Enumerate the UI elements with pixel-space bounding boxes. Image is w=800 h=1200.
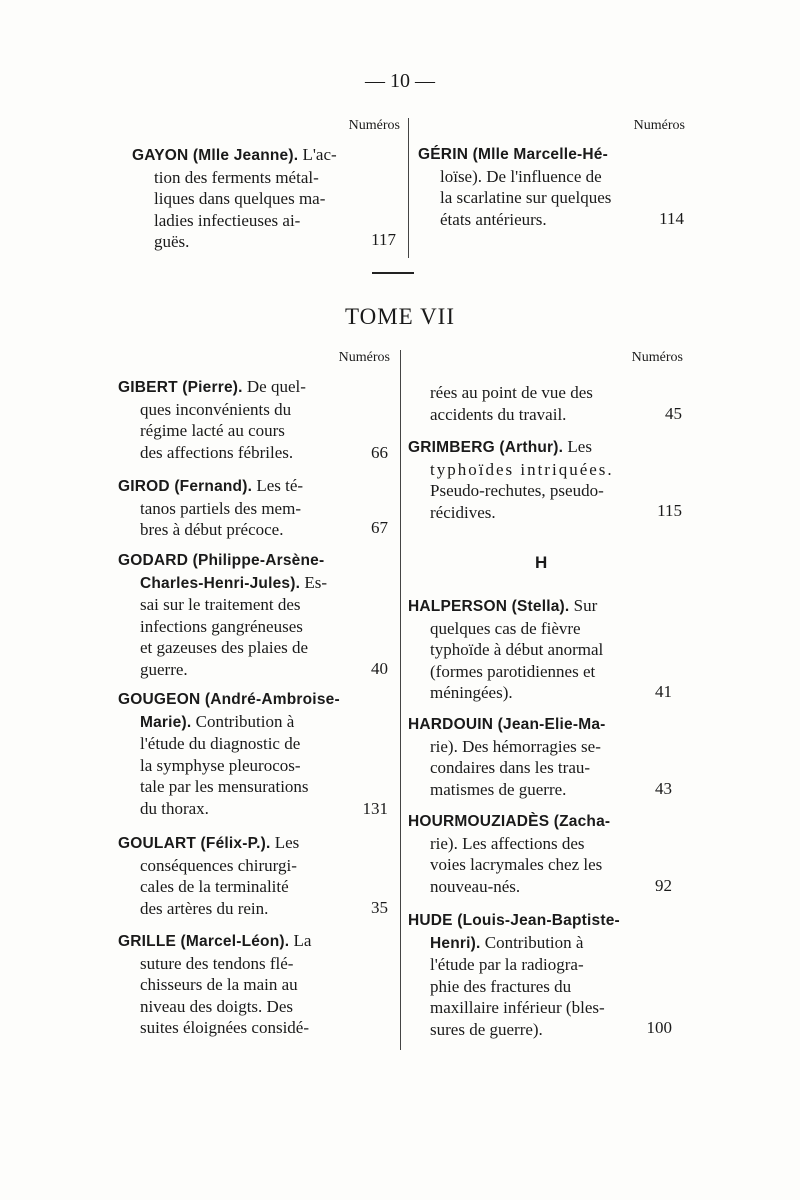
entry-text: tale par les mensurations xyxy=(140,777,309,796)
entry-name: GIROD (Fernand). xyxy=(118,478,253,495)
entry-text: L'ac- xyxy=(302,145,337,164)
entry-name: Henri). xyxy=(430,934,481,952)
entry-text: condaires dans les trau- xyxy=(430,758,591,777)
entry-text: maxillaire inférieur (bles- xyxy=(430,998,605,1017)
entry-name: HALPERSON (Stella). xyxy=(408,598,570,615)
entry-text: ladies infectieuses ai- xyxy=(154,210,301,230)
entry-text: guerre. xyxy=(140,659,188,679)
section-rule xyxy=(372,272,414,274)
entry-name: HOURMOUZIADÈS (Zacha- xyxy=(408,813,611,830)
entry-text: Sur xyxy=(573,596,598,615)
entry-text: De quel- xyxy=(246,377,306,396)
entry-name: Marie). xyxy=(140,713,192,731)
entry-text: infections gangréneuses xyxy=(140,616,303,636)
entry-text: typhoïde à début anormal xyxy=(430,640,604,659)
entry-text: voies lacrymales chez les xyxy=(430,855,603,874)
entry-name: HARDOUIN (Jean-Elie-Ma- xyxy=(408,716,606,733)
entry-text: typhoïdes intriquées. xyxy=(430,459,614,479)
entry-text: accidents du travail. xyxy=(430,404,567,424)
index-entry xyxy=(118,376,386,463)
entry-text: rées au point de vue des xyxy=(430,383,593,402)
letter-heading: H xyxy=(535,553,548,572)
entry-name: GRIMBERG (Arthur). xyxy=(408,439,564,456)
entry-text: conséquences chirurgi- xyxy=(140,855,297,875)
entry-text: l'étude du diagnostic de xyxy=(140,734,301,753)
entry-text: Les xyxy=(274,833,300,852)
entry-text: rie). Les affections des xyxy=(430,833,585,853)
entry-text: Es- xyxy=(304,572,328,592)
index-entry xyxy=(132,144,392,253)
entry-text: Pseudo-rechutes, pseudo- xyxy=(430,481,604,500)
column-header: Numéros xyxy=(631,350,683,365)
entry-text: La xyxy=(293,931,312,950)
entry-number: 131 xyxy=(362,799,388,818)
index-entry xyxy=(118,930,386,1039)
index-entry xyxy=(118,550,386,680)
entry-text: tion des ferments métal- xyxy=(154,167,319,187)
column-divider xyxy=(400,350,401,1050)
entry-text: sures de guerre). xyxy=(430,1019,543,1039)
entry-text: guës. xyxy=(154,232,190,251)
entry-text: nouveau-nés. xyxy=(430,876,521,896)
entry-number: 92 xyxy=(655,876,672,895)
entry-text: des artères du rein. xyxy=(140,898,269,918)
entry-name: Charles-Henri-Jules). xyxy=(140,574,301,592)
index-entry xyxy=(118,475,386,541)
column-header: Numéros xyxy=(633,118,685,133)
index-entry xyxy=(118,689,386,819)
entry-text: des affections fébriles. xyxy=(140,442,294,462)
entry-text: Les té- xyxy=(256,476,304,495)
entry-number: 35 xyxy=(371,898,388,917)
entry-text: méningées). xyxy=(430,683,513,702)
entry-text: la scarlatine sur quelques xyxy=(440,188,612,207)
entry-text: états antérieurs. xyxy=(440,209,547,229)
entry-text: (formes parotidiennes et xyxy=(430,661,596,681)
entry-name: GRILLE (Marcel-Léon). xyxy=(118,933,290,950)
entry-number: 45 xyxy=(665,404,682,423)
entry-text: sai sur le traitement des xyxy=(140,595,301,614)
entry-name: GAYON (Mlle Jeanne). xyxy=(132,147,299,164)
entry-text: bres à début précoce. xyxy=(140,520,284,539)
column-header: Numéros xyxy=(338,350,390,365)
entry-text: rie). Des hémorragies se- xyxy=(430,736,601,756)
entry-text: suites éloignées considé- xyxy=(140,1018,310,1037)
entry-name: GIBERT (Pierre). xyxy=(118,379,243,396)
entry-number: 114 xyxy=(659,209,684,228)
entry-name: GOUGEON (André-Ambroise- xyxy=(118,691,340,708)
entry-text: liques dans quelques ma- xyxy=(154,189,326,208)
entry-name: GODARD (Philippe-Arsène- xyxy=(118,552,325,569)
entry-number: 40 xyxy=(371,659,388,678)
entry-text: tanos partiels des mem- xyxy=(140,498,301,518)
entry-text: suture des tendons flé- xyxy=(140,953,294,973)
column-divider xyxy=(408,118,409,258)
entry-name: GOULART (Félix-P.). xyxy=(118,835,271,852)
page-number: — 10 — xyxy=(365,70,435,92)
entry-number: 115 xyxy=(657,501,682,520)
entry-number: 100 xyxy=(646,1018,672,1037)
entry-text: Les xyxy=(567,437,592,456)
entry-text: du thorax. xyxy=(140,798,209,818)
entry-text: phie des fractures du xyxy=(430,976,572,996)
entry-text: niveau des doigts. Des xyxy=(140,996,293,1016)
tome-heading: TOME VII xyxy=(344,304,455,329)
entry-text: la symphyse pleurocos- xyxy=(140,755,301,775)
entry-text: chisseurs de la main au xyxy=(140,975,298,994)
entry-text: Contribution à xyxy=(195,711,295,731)
entry-text: quelques cas de fièvre xyxy=(430,618,581,638)
entry-text: régime lacté au cours xyxy=(140,421,285,440)
index-entry xyxy=(118,832,386,919)
entry-name: HUDE (Louis-Jean-Baptiste- xyxy=(408,912,620,929)
entry-text: récidives. xyxy=(430,502,496,522)
entry-number: 67 xyxy=(371,518,388,537)
entry-number: 117 xyxy=(371,230,396,249)
entry-number: 66 xyxy=(371,443,388,462)
entry-name: GÉRIN (Mlle Marcelle-Hé- xyxy=(418,146,608,163)
entry-text: cales de la terminalité xyxy=(140,877,289,896)
entry-number: 41 xyxy=(655,682,672,701)
entry-text: ques inconvénients du xyxy=(140,399,292,419)
entry-number: 43 xyxy=(655,779,672,798)
entry-text: loïse). De l'influence de xyxy=(440,166,602,186)
entry-text: l'étude par la radiogra- xyxy=(430,955,584,974)
column-header: Numéros xyxy=(348,118,400,133)
entry-text: et gazeuses des plaies de xyxy=(140,638,309,657)
entry-text: matismes de guerre. xyxy=(430,779,567,799)
entry-text: Contribution à xyxy=(484,932,584,952)
